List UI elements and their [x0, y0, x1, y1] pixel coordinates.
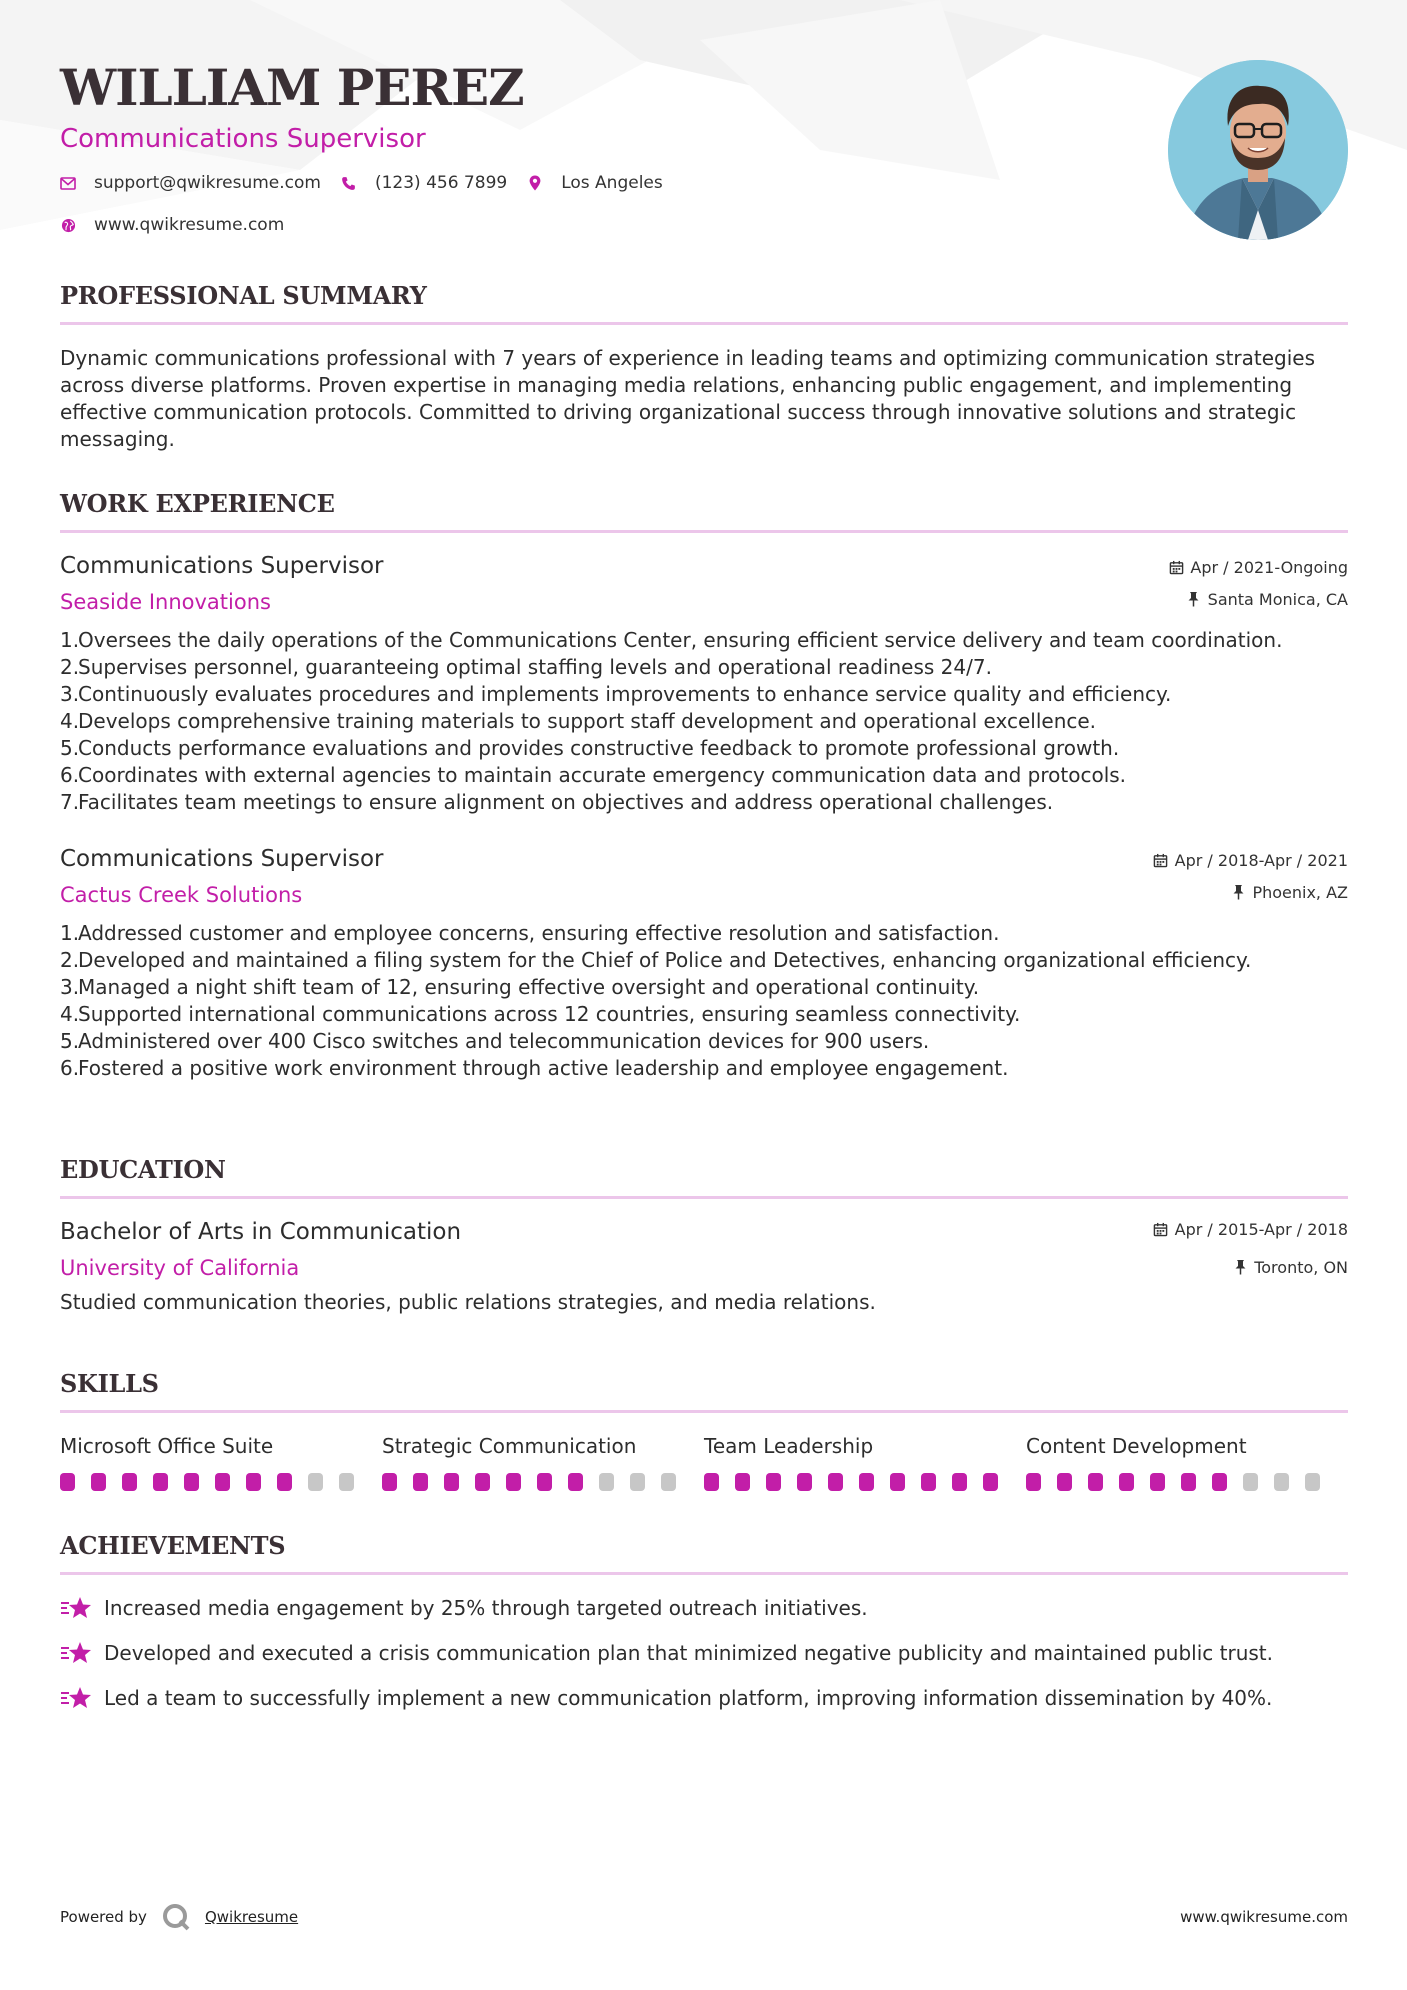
resume-header	[60, 58, 1160, 254]
skills-title: SKILLS	[60, 1369, 159, 1398]
contact-website-text: www.qwikresume.com	[94, 215, 285, 235]
skill-name: Strategic Communication	[382, 1434, 637, 1458]
skill-dot-filled	[215, 1473, 230, 1491]
skill-dot-filled	[766, 1473, 781, 1491]
skill-rating	[704, 1473, 1026, 1491]
contact-row-secondary	[60, 212, 1160, 238]
job-company: Seaside Innovations	[60, 590, 271, 614]
summary-title: PROFESSIONAL SUMMARY	[60, 281, 427, 310]
education-location-text: Toronto, ON	[1254, 1257, 1348, 1277]
skill-dot-empty	[661, 1473, 676, 1491]
list-item: 5. Administered over 400 Cisco switches and telecommunication devices for 900 users.	[60, 1029, 930, 1053]
globe-icon	[60, 217, 76, 233]
skill-dot-filled	[797, 1473, 812, 1491]
section-education	[60, 1154, 1348, 1316]
skill-rating	[60, 1473, 382, 1491]
section-skills	[60, 1368, 1348, 1491]
skill-dot-empty	[308, 1473, 323, 1491]
achievements-title: ACHIEVEMENTS	[60, 1531, 286, 1560]
education-entry	[60, 1217, 1348, 1316]
skill-dot-filled	[382, 1473, 397, 1491]
section-experience	[60, 488, 1348, 1082]
education-meta	[1153, 1219, 1348, 1277]
skill-dot-filled	[735, 1473, 750, 1491]
skill-dot-filled	[983, 1473, 998, 1491]
skill-dot-filled	[506, 1473, 521, 1491]
list-item: 6. Coordinates with external agencies to maintain accurate emergency communication data and protocols.	[60, 763, 1127, 787]
skill-dot-filled	[859, 1473, 874, 1491]
achievement-text: Increased media engagement by 25% through targeted outreach initiatives.	[104, 1596, 868, 1620]
star-icon	[60, 1639, 92, 1667]
job-date-text: Apr / 2018-Apr / 2021	[1174, 850, 1348, 870]
skill-dot-filled	[91, 1473, 106, 1491]
skill-dot-empty	[339, 1473, 354, 1491]
phone-icon	[341, 175, 357, 191]
skill-dot-empty	[599, 1473, 614, 1491]
skill-dot-filled	[444, 1473, 459, 1491]
calendar-icon	[1168, 559, 1184, 575]
envelope-icon	[60, 175, 76, 191]
skill-dot-filled	[1119, 1473, 1134, 1491]
skill-dot-empty	[1305, 1473, 1320, 1491]
profile-photo	[1168, 60, 1348, 240]
skill-item	[382, 1433, 704, 1491]
education-date-text: Apr / 2015-Apr / 2018	[1174, 1219, 1348, 1239]
skill-dot-filled	[1088, 1473, 1103, 1491]
contact-row-primary	[60, 170, 1160, 196]
list-item: 3. Continuously evaluates procedures and implements improvements to enhance service quality and efficiency.	[60, 682, 1172, 706]
candidate-role: Communications Supervisor	[60, 124, 426, 154]
skill-rating	[382, 1473, 704, 1491]
skill-dot-filled	[568, 1473, 583, 1491]
education-title: EDUCATION	[60, 1155, 226, 1184]
contact-phone-text: (123) 456 7899	[374, 173, 508, 193]
job-date	[1168, 557, 1348, 577]
star-icon	[60, 1594, 92, 1622]
list-item: 3. Managed a night shift team of 12, ensuring effective oversight and operational continuity.	[60, 975, 980, 999]
skill-dot-filled	[1150, 1473, 1165, 1491]
skill-dot-filled	[1181, 1473, 1196, 1491]
skill-dot-filled	[704, 1473, 719, 1491]
skills-divider	[60, 1410, 1348, 1413]
contact-email-text: support@qwikresume.com	[94, 173, 321, 193]
skill-dot-filled	[921, 1473, 936, 1491]
qwikresume-logo-icon	[161, 1902, 191, 1932]
skills-list	[60, 1433, 1348, 1491]
list-item: 2. Developed and maintained a filing system for the Chief of Police and Detectives, enhancing organizational efficiency.	[60, 948, 1252, 972]
skill-name: Content Development	[1026, 1434, 1247, 1458]
skill-dot-filled	[184, 1473, 199, 1491]
skill-dot-filled	[1057, 1473, 1072, 1491]
brand-link[interactable]: Qwikresume	[204, 1908, 299, 1926]
list-item: 1. Oversees the daily operations of the Communications Center, ensuring efficient service delivery and team coordination.	[60, 628, 1283, 652]
list-item: 2. Supervises personnel, guaranteeing optimal staffing levels and operational readiness 24/7.	[60, 655, 992, 679]
skill-dot-filled	[1026, 1473, 1041, 1491]
calendar-icon	[1153, 852, 1169, 868]
contact-location-text: Los Angeles	[561, 173, 663, 193]
skill-item	[704, 1433, 1026, 1491]
skill-dot-empty	[1274, 1473, 1289, 1491]
skill-dot-filled	[246, 1473, 261, 1491]
list-item: 1. Addressed customer and employee concerns, ensuring effective resolution and satisfaction.	[60, 921, 1000, 945]
list-item: 5. Conducts performance evaluations and provides constructive feedback to promote professional growth.	[60, 736, 1120, 760]
job-bullets	[60, 627, 1348, 816]
summary-text: Dynamic communications professional with 7 years of experience in leading teams and optimizing communication strategies across diverse platforms. Proven expertise in managing media relations, enhancing public engagement, and implementing effective communication protocols. Committed to driving organizational success through innovative solutions and strategic messaging.	[60, 346, 1316, 451]
skill-item	[60, 1433, 382, 1491]
powered-by-text: Powered by	[60, 1908, 147, 1926]
contact-info	[60, 170, 1160, 238]
education-description: Studied communication theories, public relations strategies, and media relations.	[60, 1290, 876, 1314]
list-item: 4. Develops comprehensive training materials to support staff development and operational excellence.	[60, 709, 1097, 733]
skill-dot-filled	[153, 1473, 168, 1491]
star-icon	[60, 1684, 92, 1712]
job-title: Communications Supervisor	[60, 846, 384, 872]
pushpin-icon	[1186, 591, 1202, 607]
education-divider	[60, 1196, 1348, 1199]
skill-name: Team Leadership	[704, 1434, 874, 1458]
profile-photo-illustration	[1168, 60, 1348, 240]
job-title: Communications Supervisor	[60, 553, 384, 579]
skill-dot-empty	[630, 1473, 645, 1491]
job-date-text: Apr / 2021-Ongoing	[1190, 557, 1348, 577]
skill-dot-filled	[475, 1473, 490, 1491]
experience-divider	[60, 530, 1348, 533]
job-meta	[1168, 557, 1348, 609]
map-pin-icon	[527, 175, 543, 191]
education-location	[1153, 1257, 1348, 1277]
job-meta	[1153, 850, 1348, 902]
section-achievements	[60, 1530, 1348, 1728]
achievement-item	[60, 1593, 1348, 1623]
education-degree: Bachelor of Arts in Communication	[60, 1219, 462, 1245]
skill-rating	[1026, 1473, 1348, 1491]
section-summary	[60, 280, 1348, 453]
skill-name: Microsoft Office Suite	[60, 1434, 274, 1458]
achievements-divider	[60, 1572, 1348, 1575]
skill-dot-filled	[413, 1473, 428, 1491]
achievements-list	[60, 1593, 1348, 1713]
candidate-name: WILLIAM PEREZ	[60, 58, 524, 117]
contact-location	[527, 173, 663, 193]
skill-dot-filled	[122, 1473, 137, 1491]
education-date	[1153, 1219, 1348, 1239]
job-location	[1168, 589, 1348, 609]
contact-email[interactable]	[60, 173, 321, 193]
achievement-item	[60, 1638, 1348, 1668]
job-entry-1	[60, 551, 1348, 816]
job-location-text: Phoenix, AZ	[1252, 882, 1348, 902]
page-footer	[60, 1900, 1348, 1934]
job-bullets	[60, 920, 1348, 1082]
footer-website-link[interactable]: www.qwikresume.com	[1180, 1908, 1348, 1926]
skill-dot-filled	[890, 1473, 905, 1491]
job-entry-2	[60, 844, 1348, 1082]
skill-dot-filled	[952, 1473, 967, 1491]
contact-phone[interactable]	[341, 173, 507, 193]
job-location-text: Santa Monica, CA	[1207, 589, 1348, 609]
skill-dot-empty	[1243, 1473, 1258, 1491]
pushpin-icon	[1232, 1259, 1248, 1275]
job-location	[1153, 882, 1348, 902]
pushpin-icon	[1230, 884, 1246, 900]
contact-website[interactable]	[60, 215, 284, 235]
achievement-text: Developed and executed a crisis communication plan that minimized negative publicity and maintained public trust.	[104, 1641, 1274, 1665]
list-item: 4. Supported international communications across 12 countries, ensuring seamless connectivity.	[60, 1002, 1021, 1026]
achievement-text: Led a team to successfully implement a new communication platform, improving information dissemination by 40%.	[104, 1686, 1273, 1710]
list-item: 7. Facilitates team meetings to ensure alignment on objectives and address operational challenges.	[60, 790, 1054, 814]
job-date	[1153, 850, 1348, 870]
calendar-icon	[1153, 1221, 1169, 1237]
skill-dot-filled	[60, 1473, 75, 1491]
skill-item	[1026, 1433, 1348, 1491]
job-company: Cactus Creek Solutions	[60, 883, 303, 907]
skill-dot-filled	[1212, 1473, 1227, 1491]
skill-dot-filled	[828, 1473, 843, 1491]
skill-dot-filled	[537, 1473, 552, 1491]
achievement-item	[60, 1683, 1348, 1713]
summary-divider	[60, 322, 1348, 325]
experience-title: WORK EXPERIENCE	[60, 489, 335, 518]
list-item: 6. Fostered a positive work environment through active leadership and employee engagement.	[60, 1056, 1009, 1080]
skill-dot-filled	[277, 1473, 292, 1491]
education-school: University of California	[60, 1256, 300, 1280]
